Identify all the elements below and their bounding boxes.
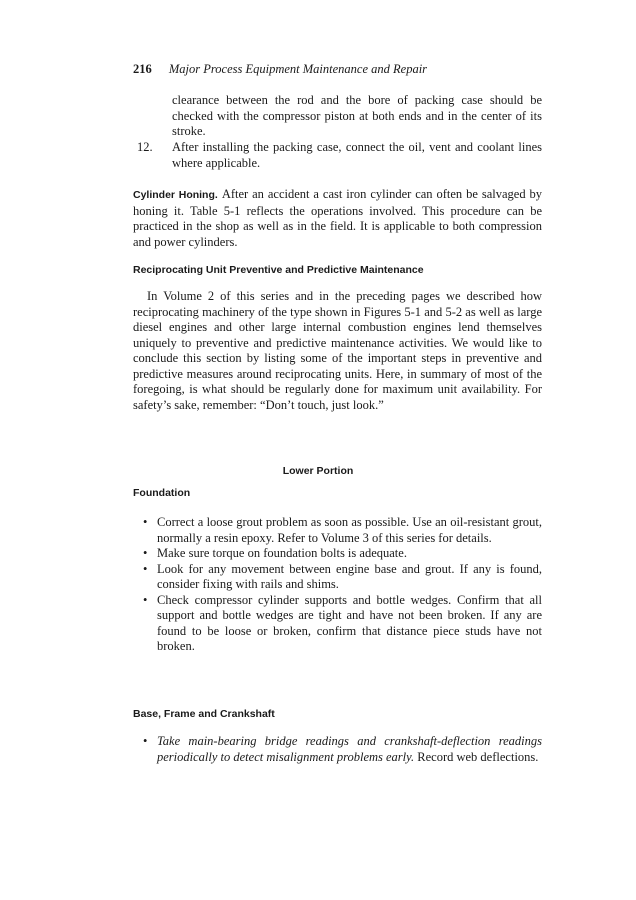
- item-text: After installing the packing case, connect the oil, vent and coolant lines where applicable.: [172, 140, 542, 170]
- base-frame-list: [140, 734, 542, 765]
- cylinder-honing-text: After an accident a cast iron cylinder can often be salvaged by honing it. Table 5-1 reflects the operations involved. This procedure can be practiced in the shop as well as in the field. It is applicable to both compression and power cylinders.: [133, 187, 542, 249]
- list-item: • Check compressor cylinder supports and bottle wedges. Confirm that all support and bottle wedges are tight and have not been broken. If any are found to be loose or broken, confirm that distance piece studs have not broken.: [143, 592, 542, 653]
- running-title: Major Process Equipment Maintenance and Repair: [168, 62, 428, 76]
- continued-item-text: clearance between the rod and the bore of packing case should be checked with the compressor piston at both ends and in the center of its stroke.: [172, 93, 542, 138]
- list-item: [140, 734, 542, 765]
- list-item: • Look for any movement between engine base and grout. If any is found, consider fixing with rails and shims.: [143, 561, 542, 591]
- foundation-list: [140, 515, 542, 655]
- bullet-icon: •: [143, 546, 148, 560]
- recip-maintenance-paragraph: In Volume 2 of this series and in the preceding pages we described how reciprocating machinery of the type shown in Figures 5-1 and 5-2 as well as large diesel engines and other large internal combustion engines lend themselves uniquely to preventive and predictive maintenance activities. We would like to conclude this section by listing some of the important steps in preventive and predictive measures around reciprocating units. Here, in summary of most of the foregoing, is what should be regularly done for maximum unit availability. For safety’s sake, remember: “Don’t touch, just look.”: [133, 289, 542, 412]
- item-number: 12.: [137, 140, 153, 154]
- page-number: 216: [133, 62, 152, 76]
- recip-maintenance-heading: Reciprocating Unit Preventive and Predictive Maintenance: [133, 264, 424, 276]
- cylinder-honing-paragraph: [133, 187, 542, 250]
- running-header: [133, 62, 427, 77]
- list-item: • Make sure torque on foundation bolts is adequate.: [143, 546, 407, 560]
- bullet-icon: •: [143, 515, 148, 529]
- base-frame-crankshaft-heading: Base, Frame and Crankshaft: [133, 708, 275, 720]
- list-item: • Correct a loose grout problem as soon as possible. Use an oil-resistant grout, normally a resin epoxy. Refer to Volume 3 of this series for details.: [143, 515, 542, 545]
- bullet-icon: •: [143, 561, 148, 576]
- numbered-item-12: [137, 140, 542, 171]
- cylinder-honing-heading: Cylinder Honing.: [133, 189, 218, 201]
- lower-portion-heading: Lower Portion: [282, 465, 354, 477]
- bullet-icon: •: [143, 734, 148, 748]
- bullet-icon: •: [143, 592, 148, 607]
- plain-instruction: Record web deflections.: [417, 749, 539, 764]
- foundation-heading: Foundation: [133, 487, 191, 499]
- italic-instruction: Take main-bearing bridge readings and crankshaft-deflection readings periodically to detect misalignment problems early.: [157, 734, 542, 764]
